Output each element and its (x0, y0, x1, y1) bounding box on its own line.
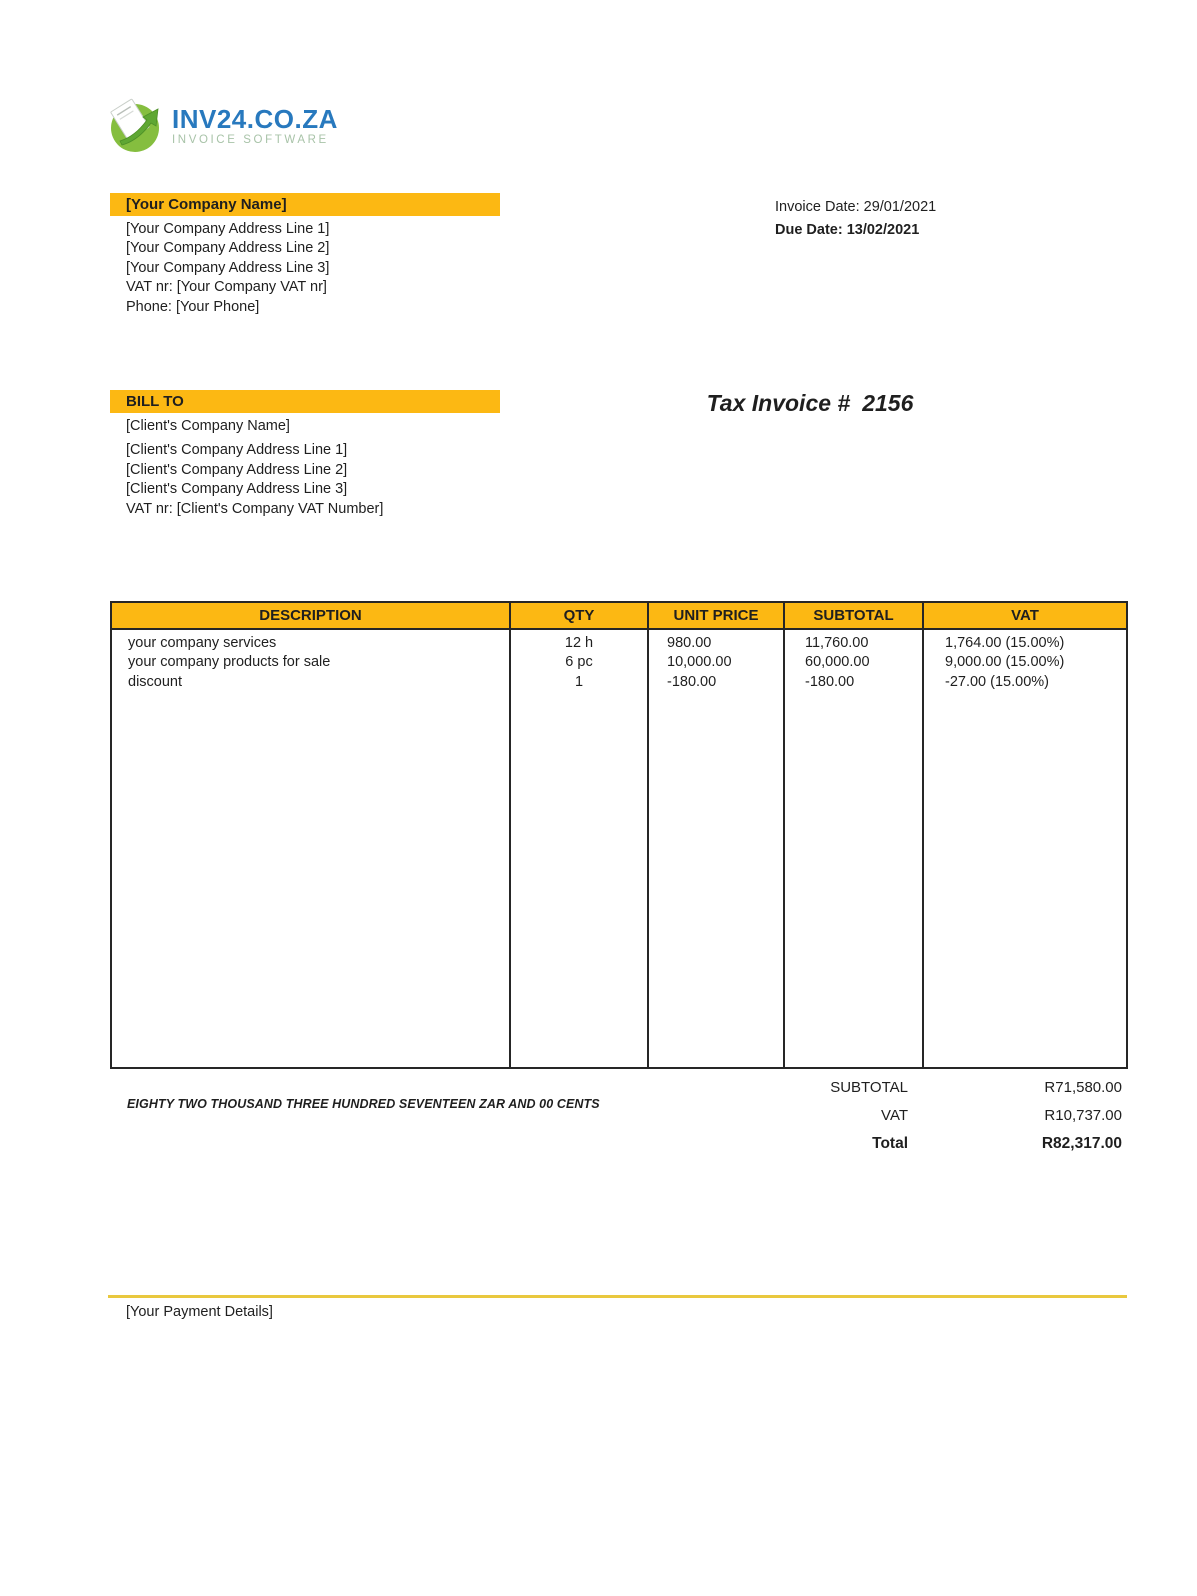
amount-in-words: EIGHTY TWO THOUSAND THREE HUNDRED SEVENTEEN ZAR AND 00 CENTS (127, 1097, 600, 1111)
item-qty: 6 pc (510, 653, 648, 672)
item-row (111, 673, 1127, 692)
company-vat: VAT nr: [Your Company VAT nr] (126, 279, 327, 296)
invoice-number: 2156 (862, 390, 914, 416)
client-address-line-2: [Client's Company Address Line 2] (126, 461, 348, 478)
items-header-row (111, 602, 1127, 629)
header-description: DESCRIPTION (111, 602, 510, 629)
invoice-title (645, 390, 975, 417)
client-company-name: [Client's Company Name] (126, 418, 290, 434)
item-description: discount (111, 673, 510, 692)
due-date-line (775, 219, 936, 242)
company-address (110, 220, 500, 317)
item-subtotal: 11,760.00 (784, 629, 923, 653)
payment-details: [Your Payment Details] (126, 1304, 273, 1320)
invoice-date-value: 29/01/2021 (863, 199, 937, 215)
subtotal-row (600, 1078, 1122, 1098)
vat-label: VAT (881, 1107, 908, 1124)
item-subtotal: -180.00 (784, 673, 923, 692)
company-phone: Phone: [Your Phone] (126, 298, 260, 315)
total-row (600, 1134, 1122, 1154)
item-row (111, 653, 1127, 672)
company-address-line-3: [Your Company Address Line 3] (126, 259, 330, 276)
company-name-bar: [Your Company Name] (110, 193, 500, 216)
logo-tagline: INVOICE SOFTWARE (172, 133, 329, 146)
invoice-date-line (775, 196, 936, 219)
subtotal-value: R71,580.00 (1044, 1079, 1122, 1096)
vat-row (600, 1106, 1122, 1126)
bill-to-block (110, 390, 500, 519)
client-vat: VAT nr: [Client's Company VAT Number] (126, 500, 384, 517)
item-unit-price: 10,000.00 (648, 653, 784, 672)
item-vat: 1,764.00 (15.00%) (923, 629, 1127, 653)
logo (108, 96, 338, 154)
bill-to-address (110, 417, 500, 519)
company-block (110, 193, 500, 317)
invoice-meta (775, 196, 936, 242)
header-subtotal: SUBTOTAL (784, 602, 923, 629)
total-label: Total (872, 1135, 908, 1152)
total-value: R82,317.00 (1041, 1135, 1122, 1152)
invoice-date-label: Invoice Date: (775, 199, 860, 215)
item-row (111, 629, 1127, 653)
items-table (110, 601, 1128, 1069)
item-vat: 9,000.00 (15.00%) (923, 653, 1127, 672)
item-description: your company products for sale (111, 653, 510, 672)
item-unit-price: 980.00 (648, 629, 784, 653)
totals-block (600, 1078, 1122, 1162)
invoice-title-label: Tax Invoice # (706, 390, 851, 416)
inv24-logo-icon (108, 96, 164, 154)
item-qty: 12 h (510, 629, 648, 653)
due-date-value: 13/02/2021 (846, 222, 920, 238)
vat-value: R10,737.00 (1044, 1107, 1122, 1124)
logo-text (172, 105, 338, 146)
subtotal-label: SUBTOTAL (830, 1079, 908, 1096)
logo-name: INV24.CO.ZA (172, 103, 338, 134)
item-subtotal: 60,000.00 (784, 653, 923, 672)
item-qty: 1 (510, 673, 648, 692)
footer-divider (108, 1295, 1127, 1298)
items-empty-space (111, 692, 1127, 1068)
header-unit-price: UNIT PRICE (648, 602, 784, 629)
item-vat: -27.00 (15.00%) (923, 673, 1127, 692)
header-qty: QTY (510, 602, 648, 629)
due-date-label: Due Date: (775, 222, 843, 238)
bill-to-header: BILL TO (110, 390, 500, 413)
item-description: your company services (111, 629, 510, 653)
client-address-line-1: [Client's Company Address Line 1] (126, 442, 348, 459)
item-unit-price: -180.00 (648, 673, 784, 692)
company-address-line-1: [Your Company Address Line 1] (126, 221, 330, 237)
company-address-line-2: [Your Company Address Line 2] (126, 240, 330, 257)
client-address-line-3: [Client's Company Address Line 3] (126, 481, 348, 498)
header-vat: VAT (923, 602, 1127, 629)
